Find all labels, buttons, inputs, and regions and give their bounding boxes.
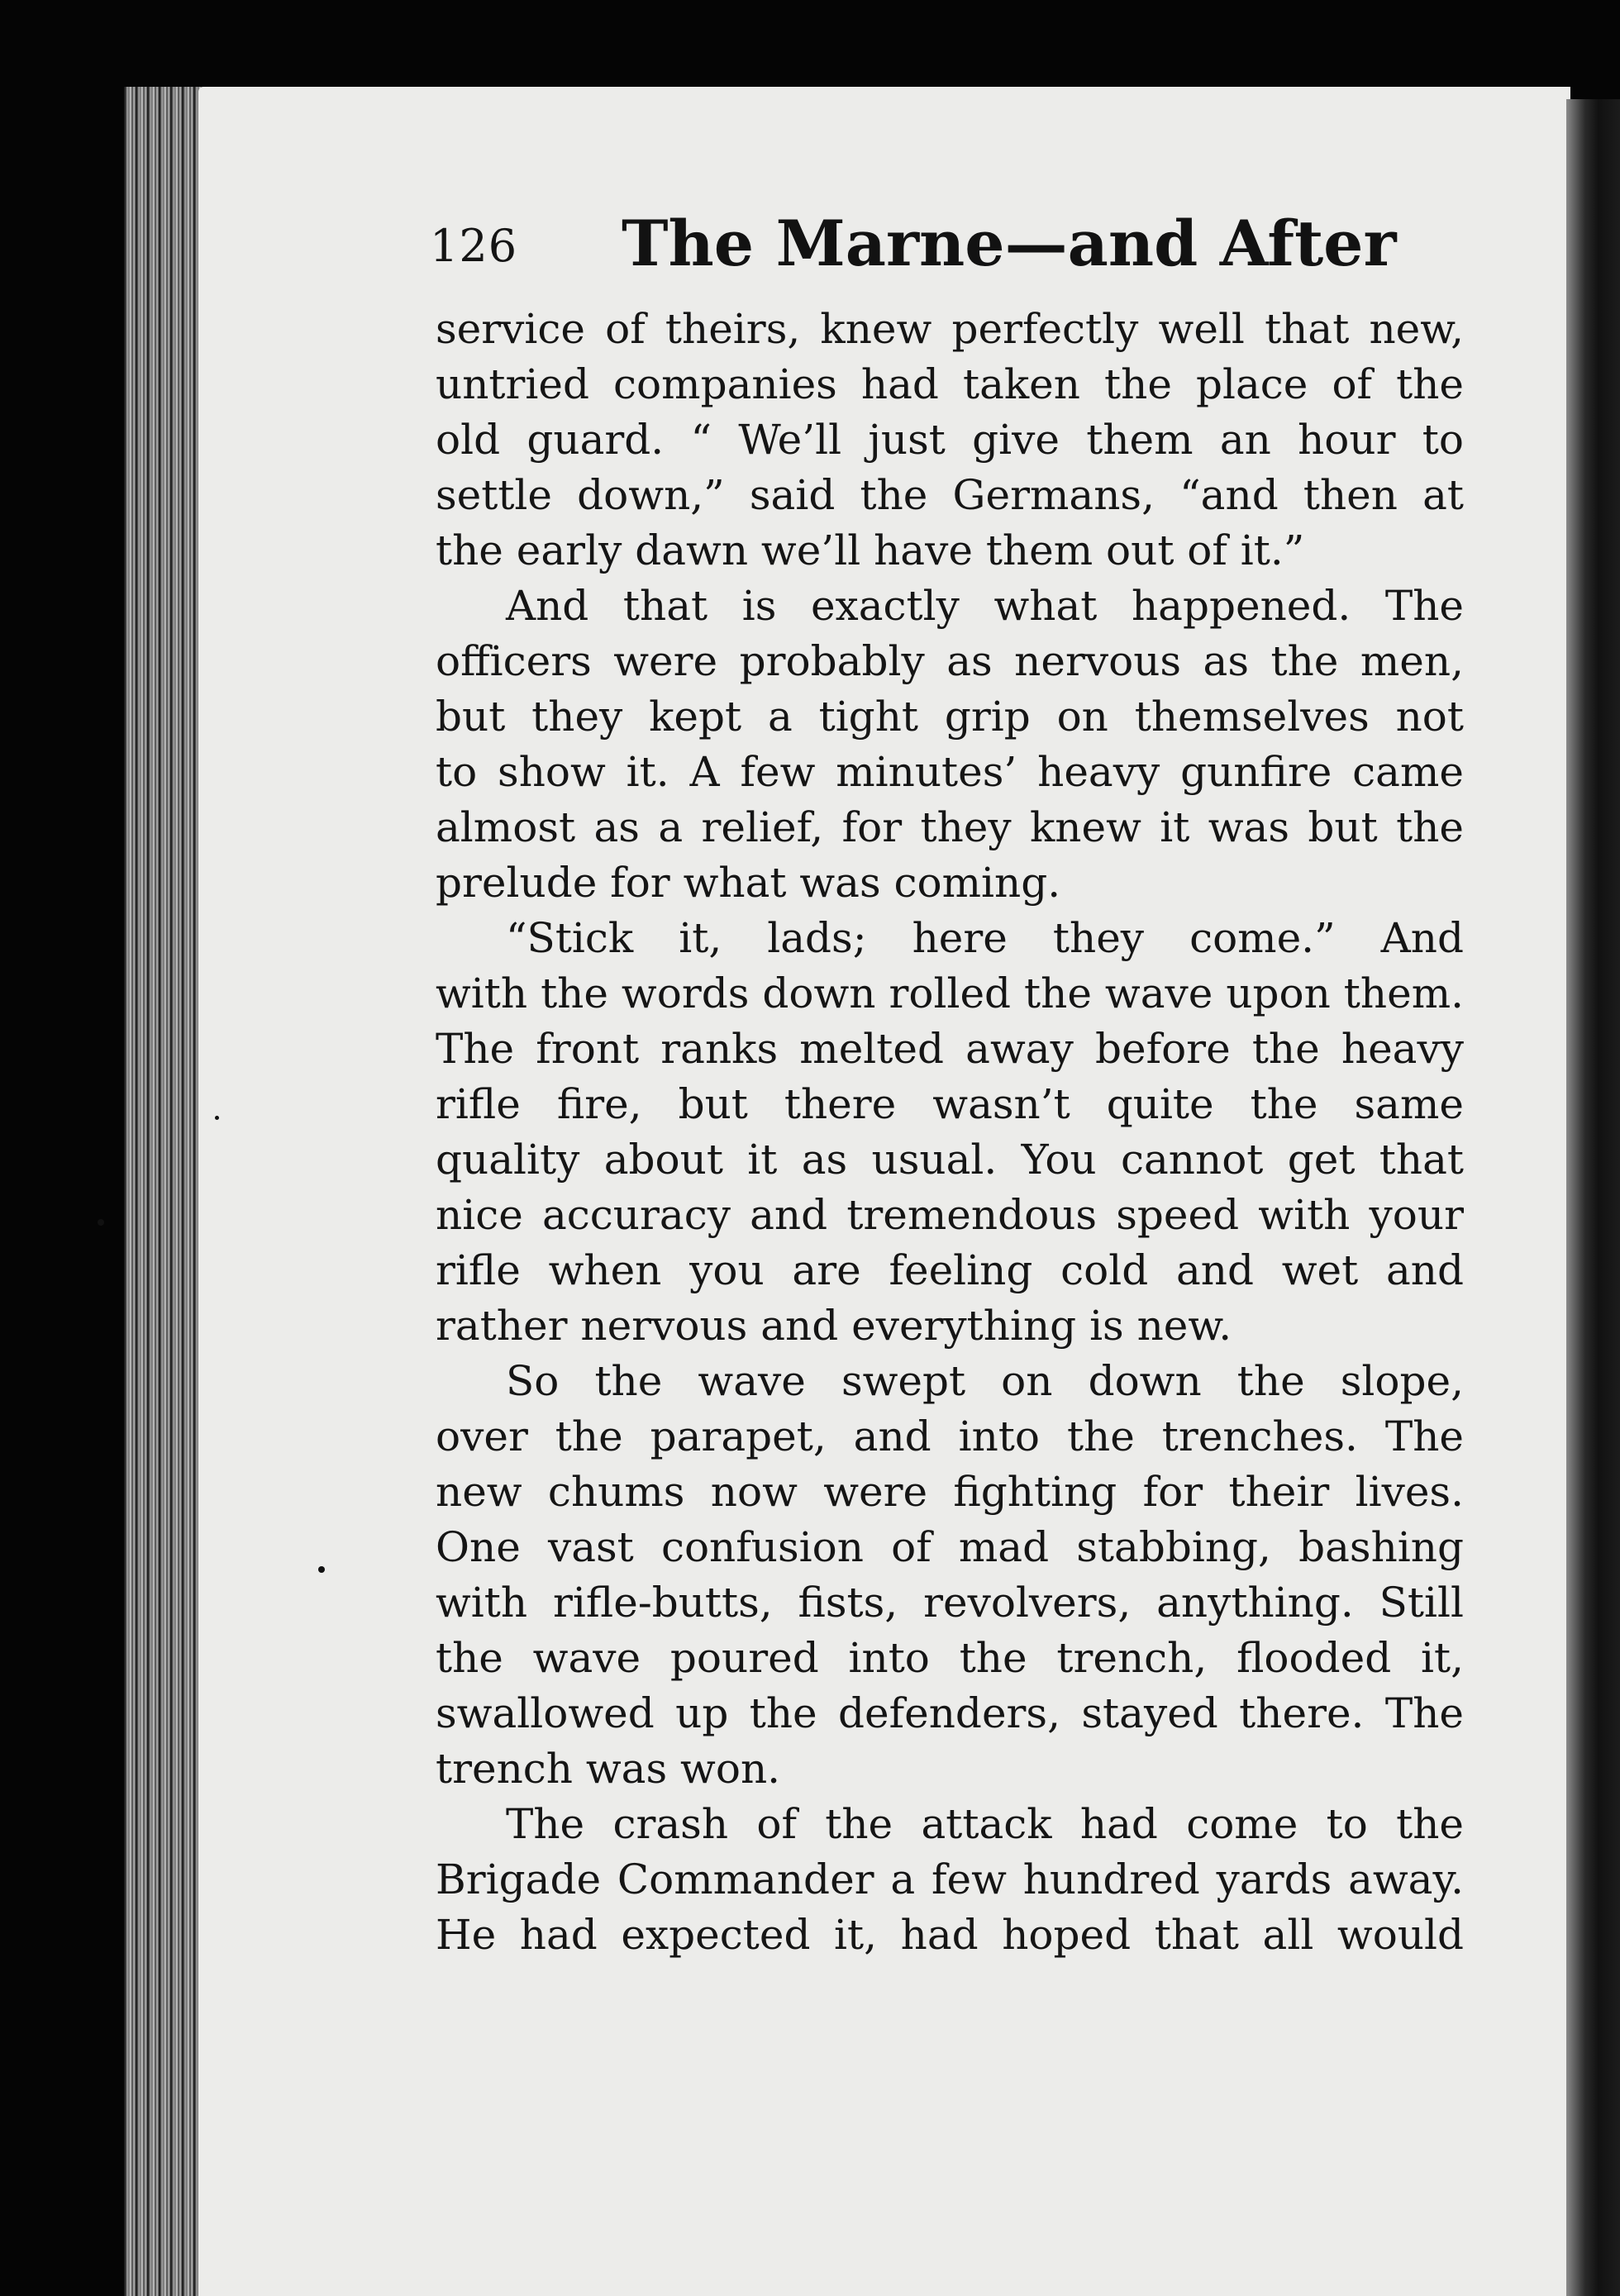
- margin-speck: [318, 1566, 325, 1573]
- text-line: The crash of the attack had come to the: [506, 1800, 1464, 1848]
- page-header: [430, 207, 1471, 289]
- text-line: rifle fire, but there wasn’t quite the same: [436, 1080, 1464, 1128]
- text-line: rather nervous and everything is new.: [436, 1302, 1232, 1350]
- text-line: “Stick it, lads; here they come.” And: [506, 914, 1464, 962]
- text-line: trench was won.: [436, 1745, 781, 1793]
- text-line: He had expected it, had hoped that all would: [436, 1911, 1464, 1959]
- text-line: to show it. A few minutes’ heavy gunfire came: [436, 748, 1464, 796]
- text-line: nice accuracy and tremendous speed with your: [436, 1191, 1464, 1239]
- text-line: service of theirs, knew perfectly well that new,: [436, 305, 1464, 353]
- text-line: the wave poured into the trench, flooded it,: [436, 1634, 1464, 1682]
- margin-speck: [215, 1116, 219, 1120]
- page-number: 126: [430, 220, 518, 272]
- text-line: untried companies had taken the place of the: [436, 360, 1464, 408]
- facing-page-edge: [1566, 99, 1620, 2296]
- text-line: but they kept a tight grip on themselves not: [436, 693, 1464, 741]
- text-line: with the words down rolled the wave upon them.: [436, 969, 1464, 1017]
- text-line: old guard. “ We’ll just give them an hour to: [436, 416, 1464, 464]
- text-line: prelude for what was coming.: [436, 859, 1061, 907]
- text-line: with rifle-butts, fists, revolvers, anything. Still: [436, 1579, 1464, 1627]
- text-line: The front ranks melted away before the heavy: [436, 1025, 1464, 1073]
- body-text: [436, 302, 1464, 1963]
- text-line: almost as a relief, for they knew it was but the: [436, 803, 1464, 851]
- margin-speck: [98, 1219, 104, 1226]
- text-line: Brigade Commander a few hundred yards away.: [436, 1855, 1464, 1903]
- text-line: officers were probably as nervous as the men,: [436, 637, 1464, 685]
- text-line: settle down,” said the Germans, “and then at: [436, 471, 1464, 519]
- text-line: rifle when you are feeling cold and wet and: [436, 1246, 1464, 1294]
- text-line: So the wave swept on down the slope,: [506, 1357, 1464, 1405]
- text-line: new chums now were fighting for their lives.: [436, 1468, 1464, 1516]
- book-page-edges: [124, 87, 207, 2296]
- text-line: the early dawn we’ll have them out of it.”: [436, 526, 1305, 574]
- text-line: over the parapet, and into the trenches. The: [436, 1412, 1464, 1460]
- text-line: quality about it as usual. You cannot get that: [436, 1136, 1464, 1184]
- running-title: The Marne—and After: [622, 207, 1397, 280]
- text-line: One vast confusion of mad stabbing, bashing: [436, 1523, 1464, 1571]
- text-line: And that is exactly what happened. The: [506, 582, 1464, 630]
- text-line: swallowed up the defenders, stayed there. The: [436, 1689, 1464, 1737]
